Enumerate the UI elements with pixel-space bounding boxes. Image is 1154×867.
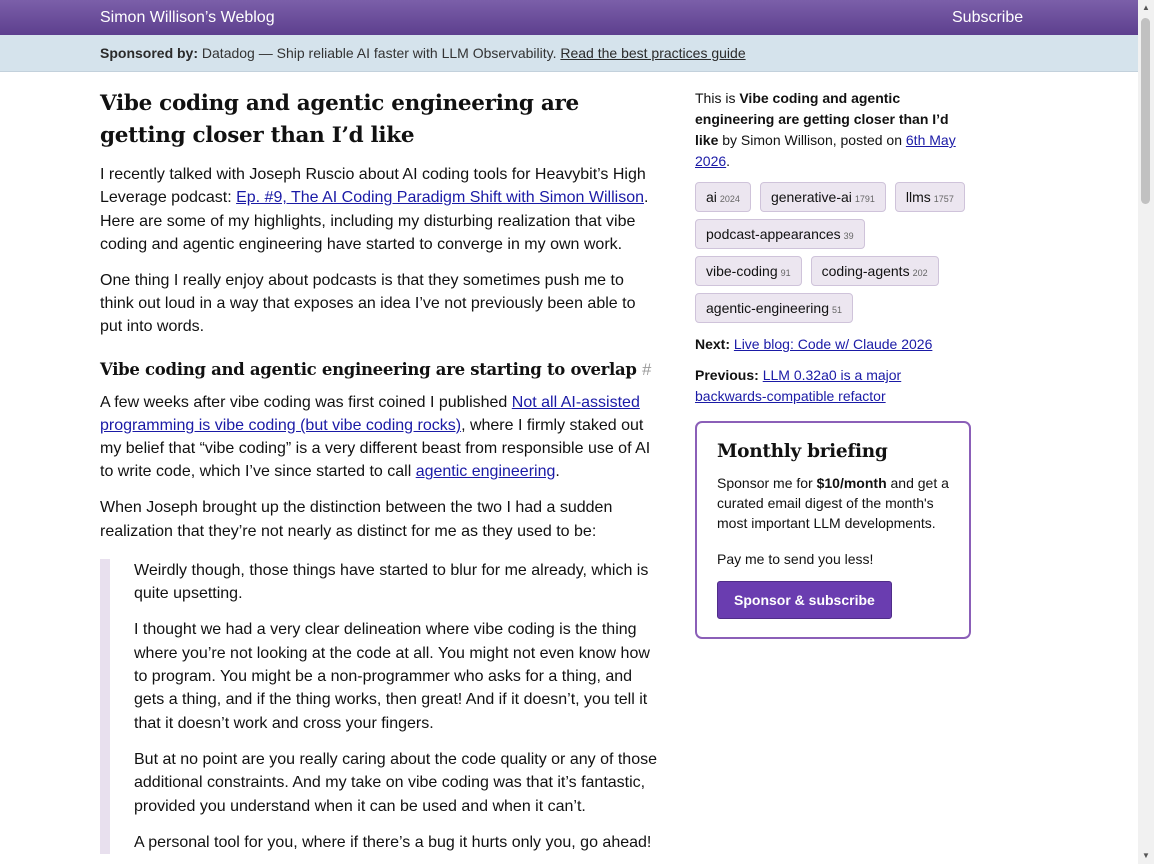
article-paragraph [100,163,660,256]
tag-vibe-coding[interactable] [695,256,802,286]
briefing-price: $10/month [816,475,887,491]
previous-post-link[interactable]: LLM 0.32a0 is a major backwards-compatible refactor [695,367,902,404]
sponsor-subscribe-button[interactable]: Sponsor & subscribe [717,581,892,619]
post-date-link[interactable]: 6th May 2026 [695,132,956,169]
paragraph-text: , where I firmly staked out my belief that “vibe coding” is a very different beast from responsible use of AI to write code, which I’ve since started to call [100,416,651,481]
tag-count: 51 [831,305,842,315]
section-heading-text: Vibe coding and agentic engineering are starting to overlap [100,359,637,379]
article [100,88,660,867]
monthly-briefing-box [695,421,971,639]
sponsor-banner [0,35,1138,72]
article-title: Vibe coding and agentic engineering are getting closer than I’d like [100,91,579,148]
meta-text: by Simon Willison, posted on [718,132,906,148]
tag-name: podcast-appearances [706,226,841,242]
agentic-engineering-link[interactable]: agentic engineering [415,463,556,481]
article-paragraph: One thing I really enjoy about podcasts is that they sometimes push me to think out loud in a way that exposes an idea I’ve not previously been able to put into words. [100,271,636,336]
tag-name: agentic-engineering [706,300,829,316]
tag-count: 1791 [854,194,875,204]
next-post-link[interactable]: Live blog: Code w/ Claude 2026 [733,336,933,352]
briefing-tagline: Pay me to send you less! [717,551,874,567]
quote-paragraph: I thought we had a very clear delineation where vibe coding is the thing where you’re not looking at the code at all. You might not even know how to program. You might be a non-programmer who asks for a thing, and gets a thing, and if the thing works, then great! And if it doesn’t, you tell it that it doesn’t work and cross your fingers. [134,621,650,732]
meta-text: This is [695,90,740,106]
scroll-up-arrow-icon[interactable]: ▲ [1142,3,1150,12]
scrollbar-thumb[interactable] [1141,18,1150,204]
tag-name: llms [905,189,931,205]
blockquote [100,559,660,854]
sponsor-text [100,45,746,61]
tag-ai[interactable] [695,182,751,212]
tag-podcast-appearances[interactable] [695,219,865,249]
paragraph-text: A few weeks after vibe coding was first coined I published [100,393,512,411]
sponsor-link[interactable]: Read the best practices guide [560,45,746,61]
briefing-description [717,473,949,533]
quote-paragraph: Weirdly though, those things have started to blur for me already, which is quite upsetting. [134,561,649,603]
tag-agentic-engineering[interactable] [695,293,853,323]
sidebar [695,88,975,639]
meta-post-title: Vibe coding and agentic engineering are getting closer than I’d like [695,90,949,148]
section-anchor-link[interactable]: # [642,360,651,379]
tag-coding-agents[interactable] [811,256,939,286]
sponsor-description: Datadog — Ship reliable AI faster with LLM Observability. [198,45,561,61]
tag-count: 91 [780,268,791,278]
not-all-ai-assisted-link[interactable]: Not all AI-assisted programming is vibe coding (but vibe coding rocks) [100,393,640,434]
paragraph-text: . Here are some of my highlights, including my disturbing realization that vibe coding and agentic engineering have started to converge in my own work. [100,189,649,253]
paragraph-text: . [555,463,560,481]
paragraph-text: I recently talked with Joseph Ruscio about AI coding tools for Heavybit’s High Leverage podcast: [100,166,646,207]
tag-count: 39 [843,231,854,241]
section-heading [100,359,660,381]
quote-paragraph: A personal tool for you, where if there’s a bug it hurts only you, go ahead! [134,833,652,851]
site-title-link[interactable]: Simon Willison’s Weblog [100,9,275,26]
quote-paragraph: But at no point are you really caring about the code quality or any of those additional constraints. And my take on vibe coding was that it’s fantastic, provided you understand when it can be used and when it can’t. [134,750,657,815]
tag-generative-ai[interactable] [760,182,886,212]
article-paragraph [100,391,660,484]
article-paragraph: When Joseph brought up the distinction between the two I had a sudden realization that they’re not nearly as distinct for me as they used to be: [100,499,613,540]
meta-text: . [726,153,731,169]
previous-label: Previous: [695,367,759,383]
subscribe-link[interactable]: Subscribe [952,9,1024,26]
tag-name: vibe-coding [706,263,778,279]
next-label: Next: [695,336,731,352]
scroll-down-arrow-icon[interactable]: ▼ [1142,851,1150,860]
tag-list [695,182,975,323]
sponsor-label: Sponsored by: [100,45,199,61]
podcast-episode-link[interactable]: Ep. #9, The AI Coding Paradigm Shift with Simon Willison [236,189,644,207]
tag-llms[interactable] [895,182,965,212]
site-header [0,0,1138,35]
tag-name: ai [706,189,717,205]
vertical-scrollbar[interactable] [1138,0,1154,864]
briefing-text: and get a curated email digest of the month's most important LLM developments. [717,475,949,531]
tag-count: 202 [912,268,928,278]
briefing-text: Sponsor me for [717,475,817,491]
tag-count: 1757 [933,194,954,204]
briefing-title: Monthly briefing [717,441,888,462]
tag-name: coding-agents [821,263,910,279]
tag-count: 2024 [719,194,740,204]
next-post [695,334,975,355]
tag-name: generative-ai [770,189,852,205]
previous-post [695,365,975,407]
post-metadata [695,88,975,172]
